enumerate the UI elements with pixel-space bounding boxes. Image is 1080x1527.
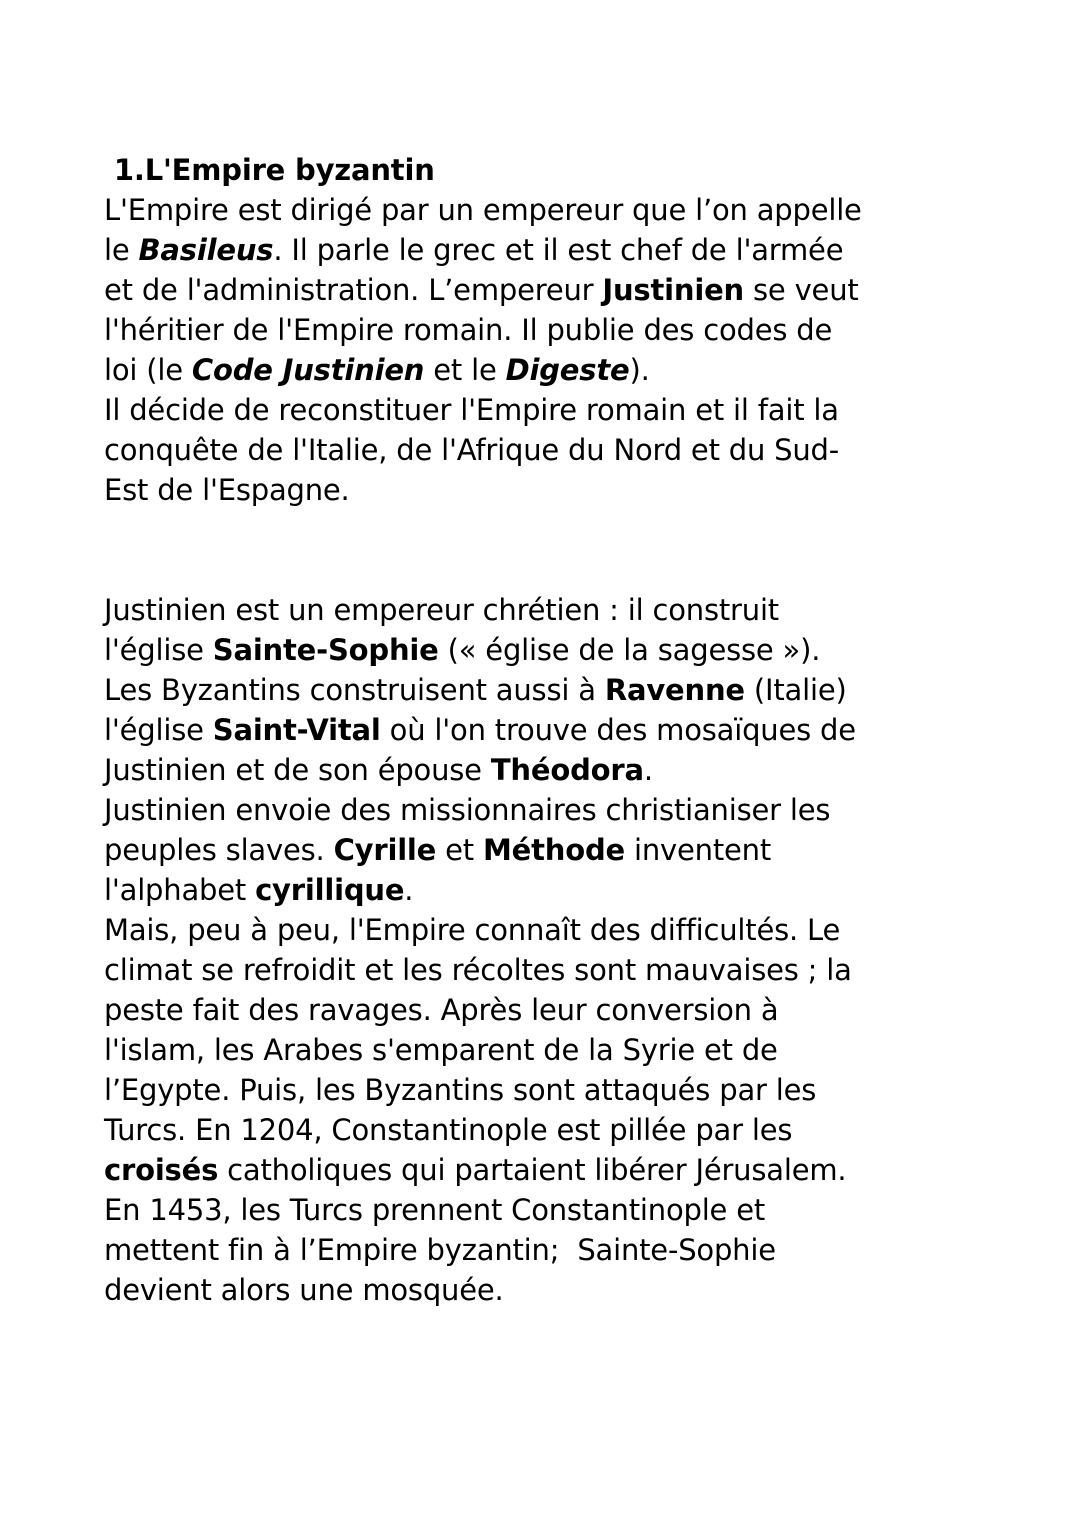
text-line [104,1190,990,1230]
text-segment: Justinien envoie des missionnaires christianiser les [104,793,831,827]
text-segment: Basileus [138,233,274,267]
text-segment: Justinien est un empereur chrétien : il construit [104,593,779,627]
text-segment: (« église de la sagesse »). [438,633,821,667]
text-segment: En 1453, les Turcs prennent Constantinople et [104,1193,766,1227]
text-line [104,430,990,470]
text-segment: et le [424,353,506,387]
text-segment: climat se refroidit et les récoltes sont mauvaises ; la [104,953,852,987]
text-segment: croisés [104,1153,219,1187]
text-segment: cyrillique [255,873,405,907]
text-segment: catholiques qui partaient libérer Jérusalem. [218,1153,847,1187]
text-line [104,990,990,1030]
text-line [104,630,990,670]
text-segment: l'héritier de l'Empire romain. Il publie des codes de [104,313,833,347]
text-segment: mettent fin à l’Empire byzantin; Sainte-Sophie [104,1233,776,1267]
text-segment: loi (le [104,353,192,387]
text-segment: et de l'administration. L’empereur [104,273,603,307]
text-line [104,1110,990,1150]
text-line [104,190,990,230]
text-line [104,470,990,510]
text-segment: Théodora [490,753,644,787]
text-segment: Justinien [602,273,744,307]
text-segment: . Il parle le grec et il est chef de l'armée [273,233,844,267]
text-segment: . [404,873,414,907]
text-segment: se veut [744,273,859,307]
text-segment: Est de l'Espagne. [104,473,350,507]
text-segment: peste fait des ravages. Après leur conversion à [104,993,779,1027]
text-segment: Code Justinien [191,353,425,387]
text-segment: Ravenne [604,673,745,707]
text-segment: . [643,753,653,787]
text-segment: Justinien et de son épouse [104,753,491,787]
text-segment: l'église [104,713,213,747]
text-segment: inventent [625,833,772,867]
text-line [104,270,990,310]
text-line [104,590,990,630]
text-segment: l'alphabet [104,873,256,907]
text-line [104,710,990,750]
text-line [104,670,990,710]
text-segment: le [104,233,139,267]
text-segment: Sainte-Sophie [212,633,439,667]
text-segment: Les Byzantins construisent aussi à [104,673,605,707]
text-line [104,910,990,950]
text-segment: Mais, peu à peu, l'Empire connaît des difficultés. Le [104,913,841,947]
text-segment: l'islam, les Arabes s'emparent de la Syrie et de [104,1033,778,1067]
text-segment: Méthode [483,833,625,867]
text-line [104,830,990,870]
text-segment: devient alors une mosquée. [104,1273,504,1307]
text-segment: conquête de l'Italie, de l'Afrique du Nord et du Sud- [104,433,840,467]
text-line [104,1230,990,1270]
text-segment: Saint-Vital [212,713,381,747]
text-segment: où l'on trouve des mosaïques de [380,713,856,747]
text-line [104,750,990,790]
document-body [104,150,990,1310]
blank-line [104,550,990,590]
text-segment: peuples slaves. [104,833,334,867]
text-line [104,230,990,270]
text-line [104,790,990,830]
text-segment: Digeste [505,353,630,387]
blank-line [104,510,990,550]
text-segment: l’Egypte. Puis, les Byzantins sont attaqués par les [104,1073,817,1107]
text-segment: (Italie) [744,673,847,707]
text-line [104,350,990,390]
text-line [104,950,990,990]
text-line [104,1270,990,1310]
text-line [104,310,990,350]
text-line [104,390,990,430]
text-line [104,1070,990,1110]
text-segment: L'Empire est dirigé par un empereur que l’on appelle [104,193,862,227]
text-line [104,1030,990,1070]
text-segment: l'église [104,633,213,667]
text-segment: Il décide de reconstituer l'Empire romain et il fait la [104,393,839,427]
text-segment: Cyrille [333,833,437,867]
text-segment: et [436,833,483,867]
text-segment: Turcs. En 1204, Constantinople est pillée par les [104,1113,793,1147]
text-segment: ). [629,353,650,387]
text-line [104,1150,990,1190]
text-segment: 1.L'Empire byzantin [104,153,435,187]
document-heading [104,150,990,190]
text-line [104,870,990,910]
